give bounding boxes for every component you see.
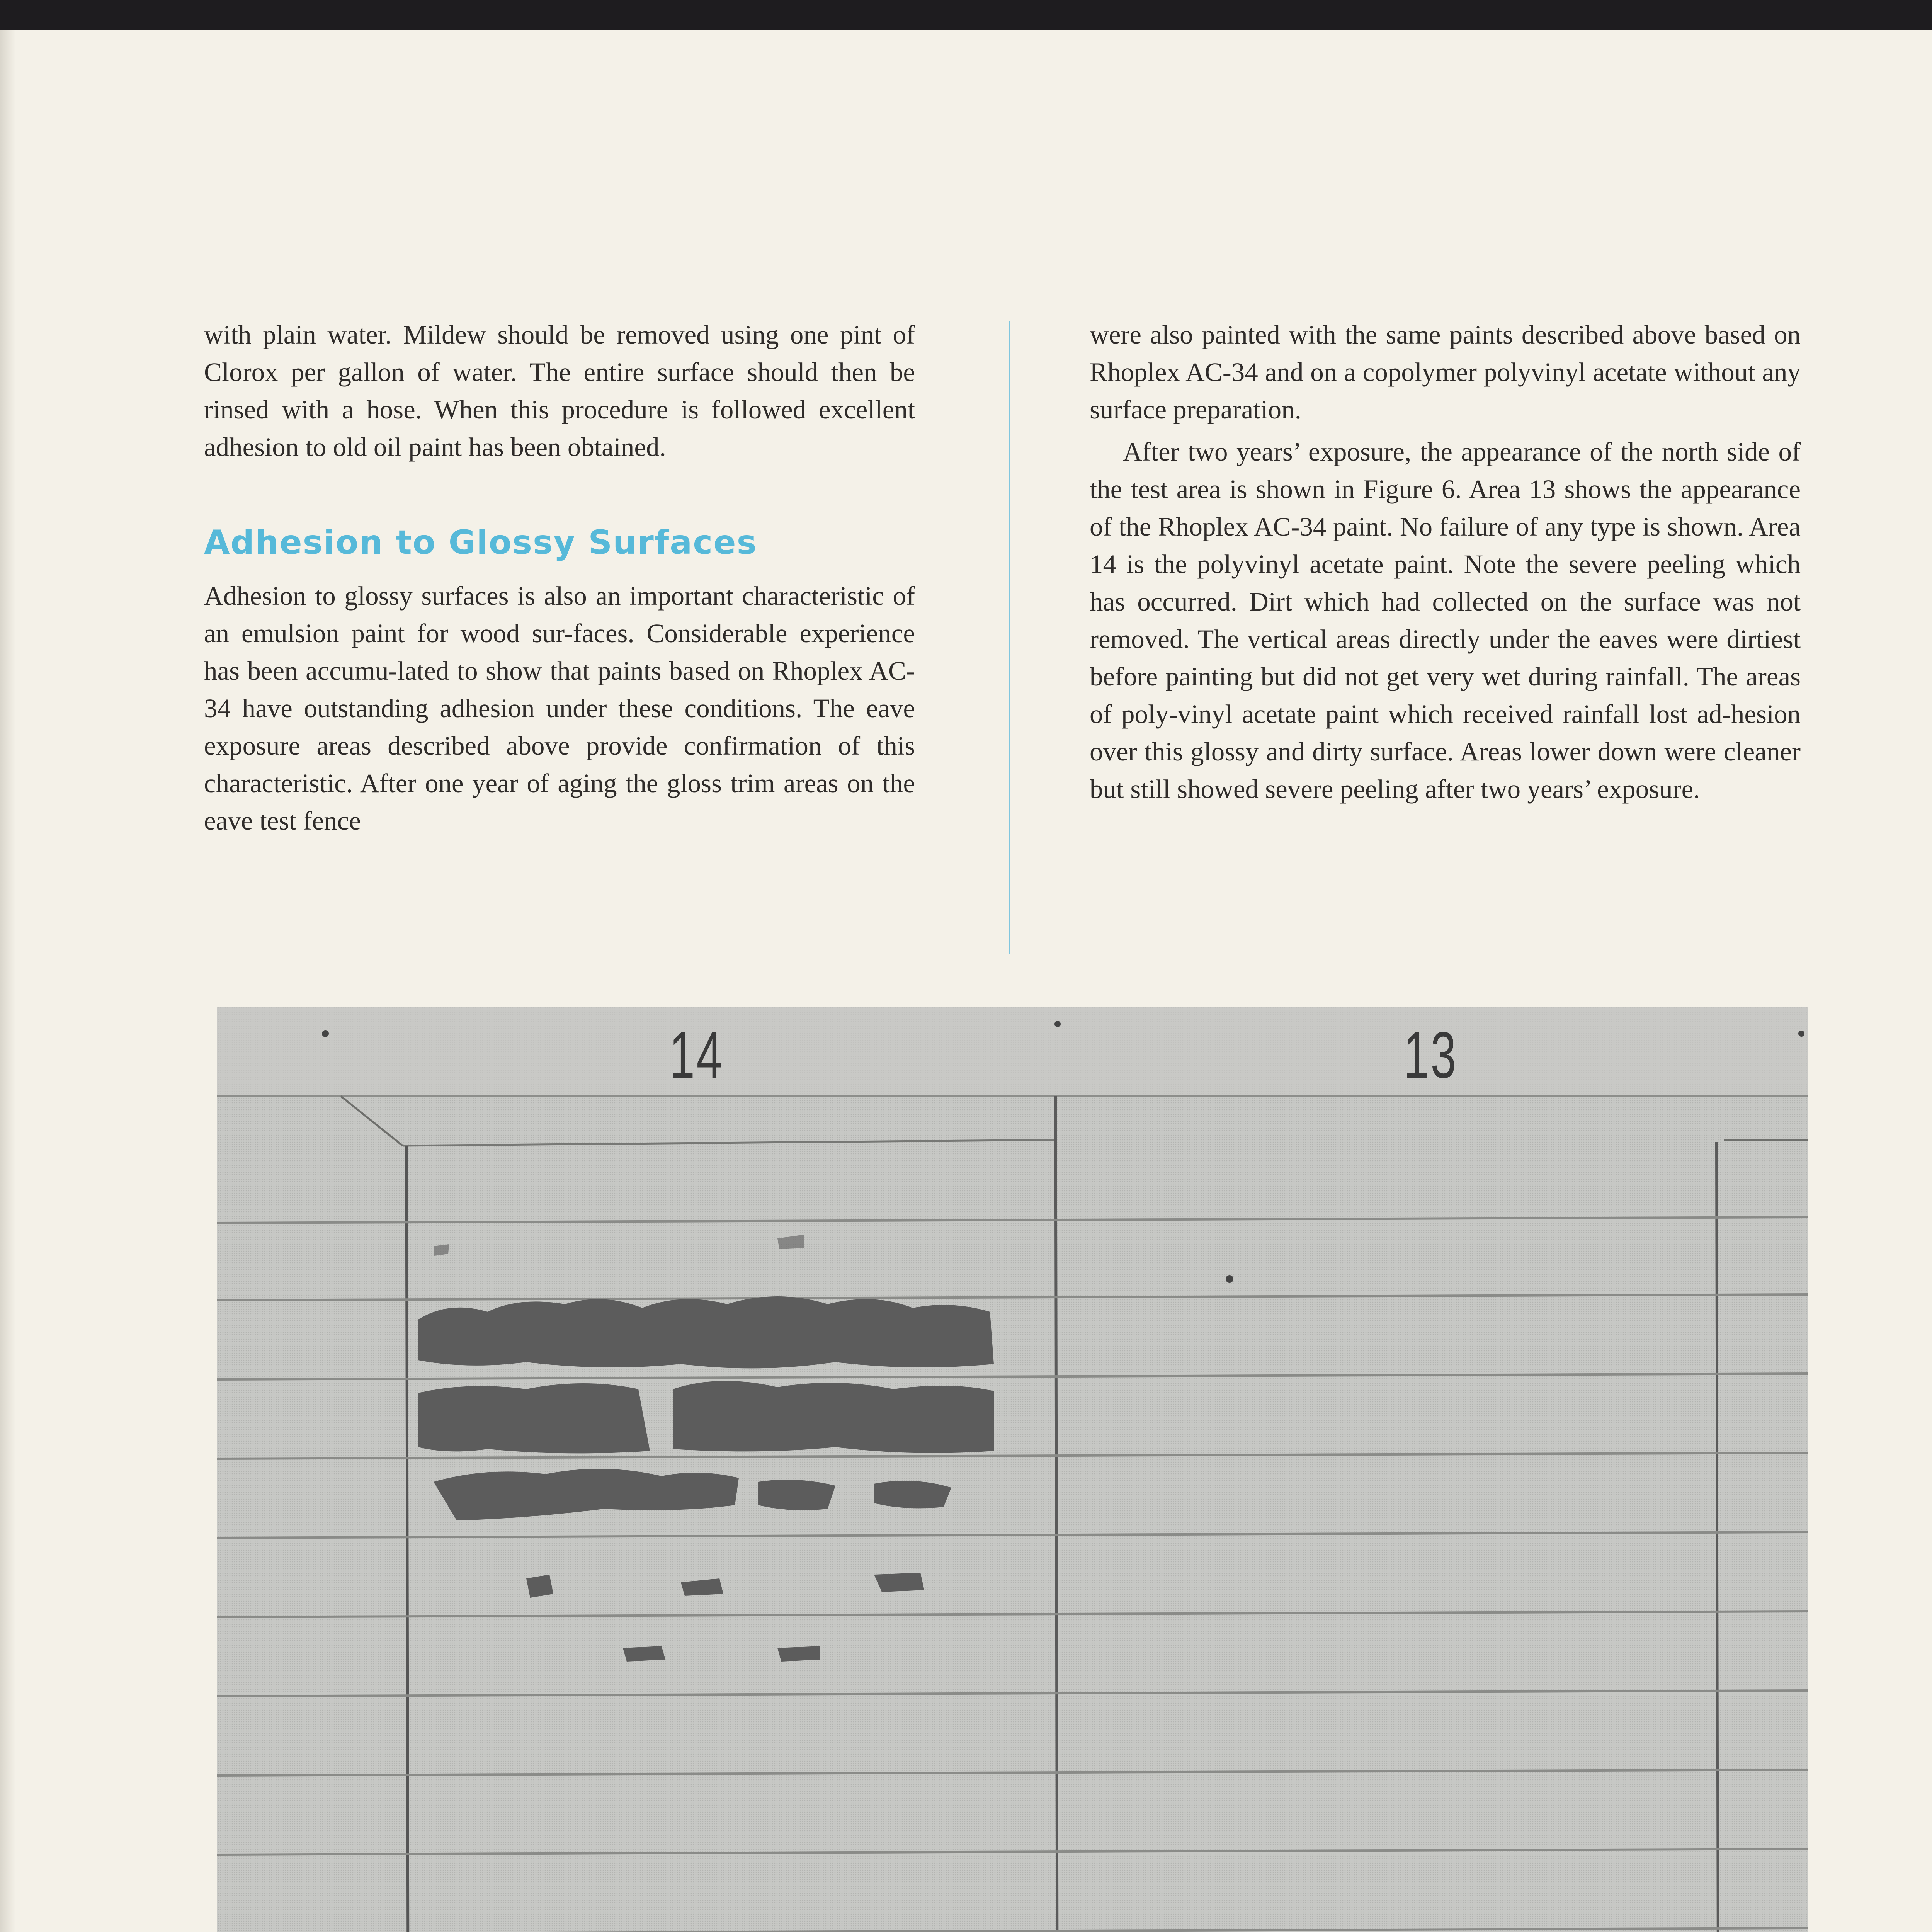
figure-photo xyxy=(217,1007,1808,1932)
right-column xyxy=(1090,316,1801,808)
area-13-label: 13 xyxy=(1403,1019,1458,1092)
right-paragraph-1: were also painted with the same paints described above based on Rhoplex AC-34 and on a copolymer polyvinyl acetate without any surface preparation. xyxy=(1090,320,1801,424)
section-heading: Adhesion to Glossy Surfaces xyxy=(204,523,757,562)
binding-gutter xyxy=(0,30,15,1932)
right-paragraph-2: After two years’ exposure, the appearance of the north side of the test area is shown in Figure 6. Area 13 shows the appearance of the Rhoplex AC-34 paint. No failure of any type is shown. Area 14 is the polyvinyl acetate paint. Note the severe peeling which has occurred. Dirt which had collected on the surface was not removed. The vertical areas directly under the eaves were dirtiest before painting but did not get very wet during rainfall. The areas of poly-vinyl acetate paint which received rainfall lost ad-hesion over this glossy and dirty surface. Areas lower down were cleaner but still showed severe peeling after two years’ exposure. xyxy=(1090,437,1801,804)
eave-mark-center xyxy=(1054,1021,1061,1027)
eave-mark-right xyxy=(1798,1031,1804,1037)
left-column xyxy=(204,316,915,840)
area-14-label: 14 xyxy=(669,1019,724,1092)
left-paragraph-2: Adhesion to glossy surfaces is also an important characteristic of an emulsion paint for wood sur-faces. Considerable experience has been accumu-lated to show that paints based on Rhoplex AC-34 have outstanding adhesion under these conditions. The eave exposure areas described above provide confirmation of this characteristic. After one year of aging the gloss trim areas on the eave test fence xyxy=(204,581,915,835)
nail-mark xyxy=(1226,1275,1233,1283)
column-divider xyxy=(1009,321,1010,954)
test-fence-photo xyxy=(217,1007,1808,1932)
eave-mark-left xyxy=(322,1030,329,1037)
left-paragraph-1: with plain water. Mildew should be removed using one pint of Clorox per gallon of water. The entire surface should then be rinsed with a hose. When this procedure is followed excellent adhesion to old oil paint has been obtained. xyxy=(204,320,915,462)
